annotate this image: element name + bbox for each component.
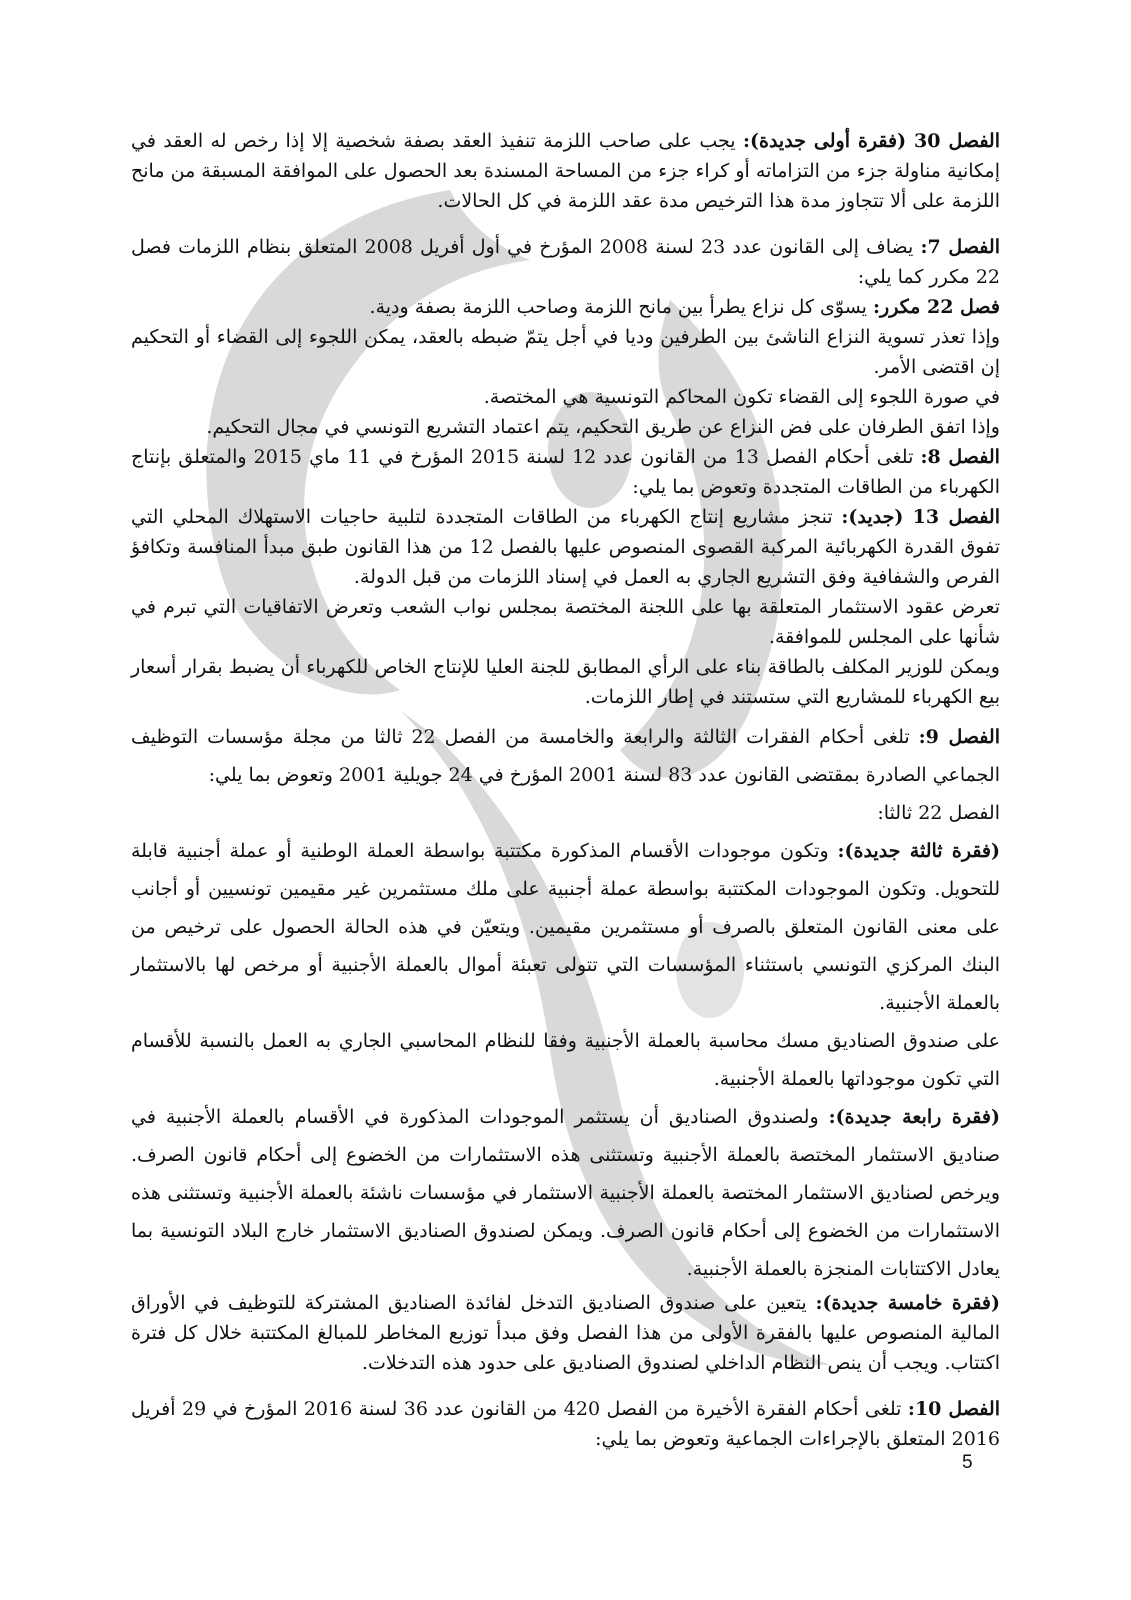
section-9-lead: الفصل 9:	[918, 726, 1000, 748]
section-30	[131, 126, 1000, 216]
section-13-text: تنجز مشاريع إنتاج الكهرباء من الطاقات المتجددة لتلبية حاجيات الاستهلاك المحلي التي تفوق القدرة الكهربائية المركبة القصوى المنصوص عليها بالفصل 12 من هذا القانون طبق مبدأ المنافسة وتكافؤ الفرص والشفافية وفق التشريع الجاري به العمل في إسناد اللزمات من قبل الدولة.	[131, 506, 1000, 588]
section-7-text: يضاف إلى القانون عدد 23 لسنة 2008 المؤرخ في أول أفريل 2008 المتعلق بنظام اللزمات فصل 22 مكرر كما يلي:	[131, 236, 1000, 288]
section-13-lead: الفصل 13 (جديد):	[841, 506, 1000, 528]
section-8-lead: الفصل 8:	[920, 446, 1000, 468]
section-10-lead: الفصل 10:	[907, 1398, 1000, 1420]
section-22-ter-title: الفصل 22 ثالثا:	[877, 802, 1000, 824]
page-number: 5	[962, 1452, 973, 1473]
section-22-bis	[131, 292, 1000, 322]
section-9-text: تلغى أحكام الفقرات الثالثة والرابعة والخامسة من الفصل 22 ثالثا من مجلة مؤسسات التوظيف الجماعي الصادرة بمقتضى القانون عدد 83 لسنة 2001 المؤرخ في 24 جويلية 2001 وتعوض بما يلي:	[131, 726, 1000, 786]
paragraph-four	[131, 1098, 1000, 1288]
section-9	[131, 718, 1000, 794]
section-7	[131, 232, 1000, 292]
paragraph-three-lead: (فقرة ثالثة جديدة):	[837, 840, 1001, 862]
section-8-text: تلغى أحكام الفصل 13 من القانون عدد 12 لسنة 2015 المؤرخ في 11 ماي 2015 والمتعلق بإنتاج الكهرباء من الطاقات المتجددة وتعوض بما يلي:	[131, 446, 1000, 498]
section-13-para-2: تعرض عقود الاستثمار المتعلقة بها على اللجنة المختصة بمجلس نواب الشعب وتعرض الاتفاقيات التي تبرم في شأنها على المجلس للموافقة.	[131, 596, 1000, 648]
section-22-bis-lead: فصل 22 مكرر:	[873, 296, 1000, 318]
paragraph-five-text: يتعين على صندوق الصناديق التدخل لفائدة الصناديق المشتركة للتوظيف في الأوراق المالية المنصوص عليها بالفقرة الأولى من هذا الفصل وفق مبدأ توزيع المخاطر للمبالغ المكتتبة خلال كل فترة اكتتاب. ويجب أن ينص النظام الداخلي لصندوق الصناديق على حدود هذه التدخلات.	[131, 1292, 1000, 1374]
section-13-para-3: ويمكن للوزير المكلف بالطاقة بناء على الرأي المطابق للجنة العليا للإنتاج الخاص للكهرباء أن يضبط بقرار أسعار بيع الكهرباء للمشاريع التي ستستند في إطار اللزمات.	[131, 656, 1000, 708]
paragraph-four-lead: (فقرة رابعة جديدة):	[828, 1106, 1000, 1128]
section-10	[131, 1394, 1000, 1454]
section-22-bis-para-4: وإذا اتفق الطرفان على فض النزاع عن طريق التحكيم، يتم اعتماد التشريع التونسي في مجال التحكيم.	[206, 416, 1000, 438]
section-22-bis-para-3: في صورة اللجوء إلى القضاء تكون المحاكم التونسية هي المختصة.	[483, 386, 1000, 408]
section-7-lead: الفصل 7:	[920, 236, 1000, 258]
document-body	[131, 126, 1000, 1454]
section-22-bis-para-2: وإذا تعذر تسوية النزاع الناشئ بين الطرفين وديا في أجل يتمّ ضبطه بالعقد، يمكن اللجوء إلى القضاء أو التحكيم إن اقتضى الأمر.	[131, 326, 1000, 378]
paragraph-three-cont: على صندوق الصناديق مسك محاسبة بالعملة الأجنبية وفقا للنظام المحاسبي الجاري به العمل بالنسبة للأقسام التي تكون موجوداتها بالعملة الأجنبية.	[131, 1030, 1000, 1090]
section-30-lead: الفصل 30 (فقرة أولى جديدة):	[743, 130, 1000, 152]
paragraph-three-text: وتكون موجودات الأقسام المذكورة مكتتبة بواسطة العملة الوطنية أو عملة أجنبية قابلة للتحويل. وتكون الموجودات المكتتبة بواسطة عملة أجنبية على ملك مستثمرين غير مقيمين تونسيين أو أجانب على معنى القانون المتعلق بالصرف أو مستثمرين مقيمين. ويتعيّن في هذه الحالة الحصول على ترخيص من البنك المركزي التونسي باستثناء المؤسسات التي تتولى تعبئة أموال بالعملة الأجنبية أو مرخص لها بالاستثمار بالعملة الأجنبية.	[131, 840, 1000, 1014]
paragraph-five-lead: (فقرة خامسة جديدة):	[815, 1292, 1000, 1314]
section-13	[131, 502, 1000, 592]
section-8	[131, 442, 1000, 502]
paragraph-three	[131, 832, 1000, 1022]
paragraph-four-text: ولصندوق الصناديق أن يستثمر الموجودات المذكورة في الأقسام بالعملة الأجنبية في صناديق الاستثمار المختصة بالعملة الأجنبية وتستثنى هذه الاستثمارات من الخضوع إلى أحكام قانون الصرف. ويرخص لصناديق الاستثمار المختصة بالعملة الأجنبية الاستثمار في مؤسسات ناشئة بالعملة الأجنبية وتستثنى هذه الاستثمارات من الخضوع إلى أحكام قانون الصرف. ويمكن لصندوق الصناديق الاستثمار خارج البلاد التونسية بما يعادل الاكتتابات المنجزة بالعملة الأجنبية.	[131, 1106, 1000, 1280]
paragraph-five	[131, 1288, 1000, 1378]
section-10-text: تلغى أحكام الفقرة الأخيرة من الفصل 420 من القانون عدد 36 لسنة 2016 المؤرخ في 29 أفريل 2016 المتعلق بالإجراءات الجماعية وتعوض بما يلي:	[131, 1398, 1000, 1450]
section-30-text: يجب على صاحب اللزمة تنفيذ العقد بصفة شخصية إلا إذا رخص له العقد في إمكانية مناولة جزء من التزاماته أو كراء جزء من المساحة المسندة بعد الحصول على الموافقة المسبقة من مانح اللزمة على ألا تتجاوز مدة هذا الترخيص مدة عقد اللزمة في كل الحالات.	[131, 130, 1000, 212]
section-22-bis-text: يسوّى كل نزاع يطرأ بين مانح اللزمة وصاحب اللزمة بصفة ودية.	[369, 296, 867, 318]
